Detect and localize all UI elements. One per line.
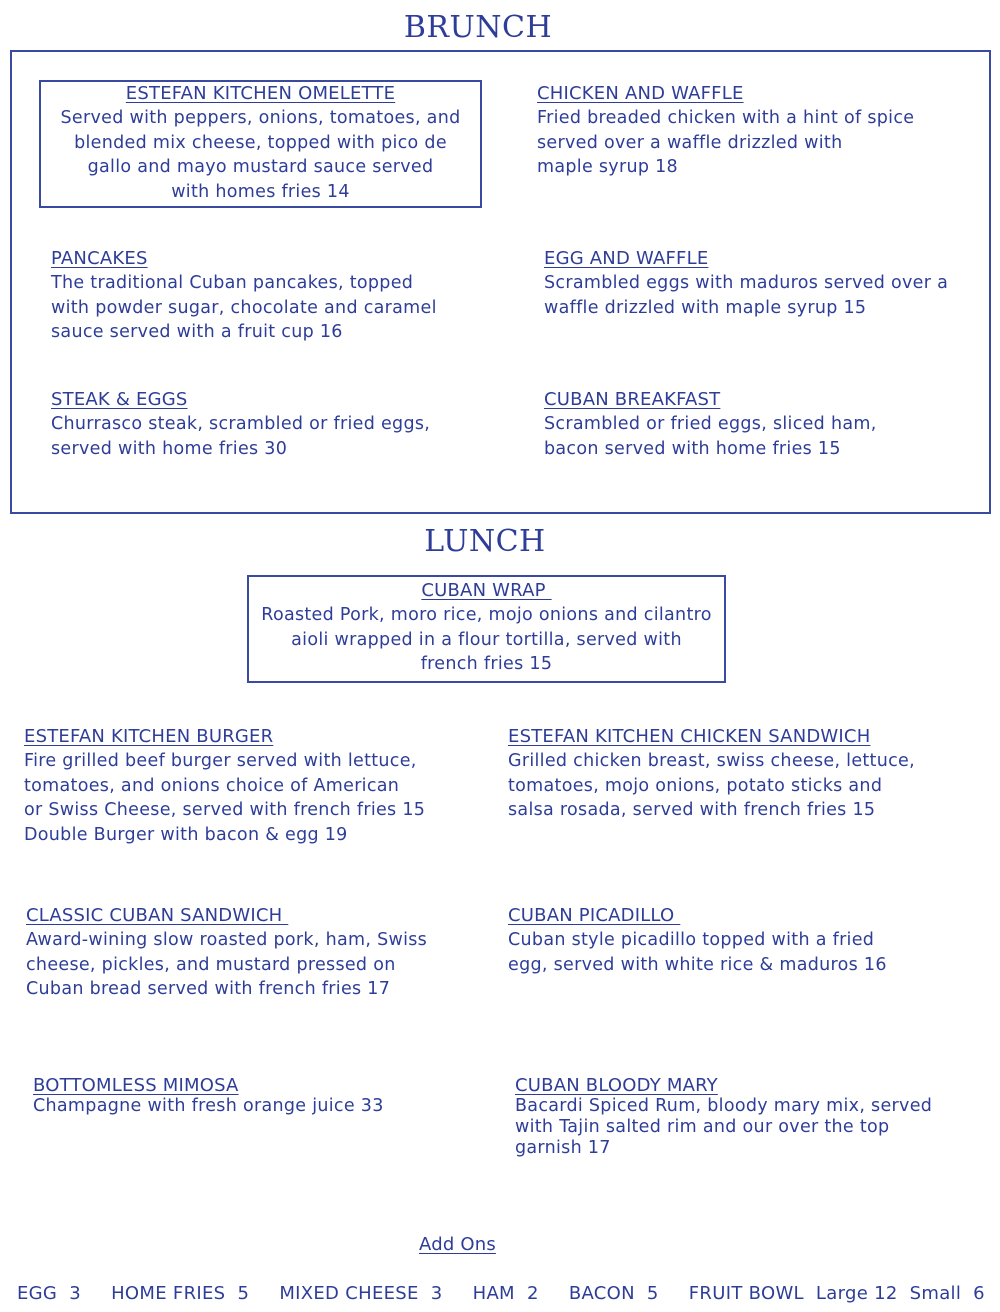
item-description: Scrambled or fried eggs, sliced ham, bacon served with home fries 15 bbox=[544, 414, 877, 459]
item-title: STEAK & EGGS bbox=[51, 389, 188, 410]
menu-item-chicken-sandwich bbox=[508, 725, 978, 823]
brunch-heading: BRUNCH bbox=[403, 10, 553, 45]
addon-bacon: BACON 5 bbox=[568, 1283, 659, 1304]
menu-item-picadillo bbox=[508, 904, 968, 977]
lunch-heading: LUNCH bbox=[424, 524, 546, 559]
menu-item-steak-eggs bbox=[51, 388, 491, 461]
menu-item-mimosa bbox=[33, 1075, 493, 1117]
addon-home-fries: HOME FRIES 5 bbox=[111, 1283, 250, 1304]
item-title: BOTTOMLESS MIMOSA bbox=[33, 1075, 239, 1096]
item-title: CUBAN BREAKFAST bbox=[544, 389, 721, 410]
item-title: EGG AND WAFFLE bbox=[544, 248, 709, 269]
menu-item-bloody-mary bbox=[515, 1075, 985, 1159]
item-description: Bacardi Spiced Rum, bloody mary mix, served with Tajin salted rim and our over the top garnish 17 bbox=[515, 1096, 933, 1158]
item-description: Cuban style picadillo topped with a fried egg, served with white rice & maduros 16 bbox=[508, 930, 887, 975]
menu-item-burger bbox=[24, 725, 484, 847]
item-title: CUBAN WRAP bbox=[421, 580, 552, 601]
addons-list bbox=[17, 1283, 992, 1304]
item-description: Scrambled eggs with maduros served over a waffle drizzled with maple syrup 15 bbox=[544, 273, 949, 318]
item-description: Award-wining slow roasted pork, ham, Swiss cheese, pickles, and mustard pressed on Cuban bread served with french fries 17 bbox=[26, 930, 428, 999]
item-title: PANCAKES bbox=[51, 248, 148, 269]
item-title: CHICKEN AND WAFFLE bbox=[537, 83, 744, 104]
item-title: ESTEFAN KITCHEN BURGER bbox=[24, 726, 274, 747]
menu-item-omelette bbox=[39, 82, 482, 204]
menu-item-chicken-waffle bbox=[537, 82, 977, 180]
item-title: CUBAN PICADILLO bbox=[508, 905, 681, 926]
menu-item-cuban-breakfast bbox=[544, 388, 984, 461]
item-description: Churrasco steak, scrambled or fried eggs, served with home fries 30 bbox=[51, 414, 431, 459]
menu-item-cuban-wrap bbox=[247, 579, 726, 677]
item-description: Fire grilled beef burger served with lettuce, tomatoes, and onions choice of American or Swiss Cheese, served with french fries 15 Double Burger with bacon & egg 19 bbox=[24, 751, 426, 845]
item-title: ESTEFAN KITCHEN OMELETTE bbox=[125, 83, 396, 104]
addon-ham: HAM 2 bbox=[472, 1283, 539, 1304]
menu-item-egg-waffle bbox=[544, 247, 984, 320]
addon-mixed-cheese: MIXED CHEESE 3 bbox=[279, 1283, 443, 1304]
menu-item-pancakes bbox=[51, 247, 491, 345]
addons-heading: Add Ons bbox=[419, 1234, 496, 1255]
item-description: Served with peppers, onions, tomatoes, and blended mix cheese, topped with pico de gallo and mayo mustard sauce served with homes fries 14 bbox=[60, 108, 461, 202]
item-title: CLASSIC CUBAN SANDWICH bbox=[26, 905, 289, 926]
addon-egg: EGG 3 bbox=[17, 1283, 81, 1304]
item-description: Champagne with fresh orange juice 33 bbox=[33, 1096, 384, 1116]
item-title: ESTEFAN KITCHEN CHICKEN SANDWICH bbox=[508, 726, 871, 747]
menu-item-classic-cuban bbox=[26, 904, 486, 1002]
item-description: The traditional Cuban pancakes, topped with powder sugar, chocolate and caramel sauce served with a fruit cup 16 bbox=[51, 273, 437, 342]
item-description: Roasted Pork, moro rice, mojo onions and cilantro aioli wrapped in a flour tortilla, served with french fries 15 bbox=[261, 605, 712, 674]
item-description: Fried breaded chicken with a hint of spice served over a waffle drizzled with maple syrup 18 bbox=[537, 108, 915, 177]
addon-fruit-bowl: FRUIT BOWL Large 12 Small 6 bbox=[688, 1283, 985, 1304]
item-description: Grilled chicken breast, swiss cheese, lettuce, tomatoes, mojo onions, potato sticks and salsa rosada, served with french fries 15 bbox=[508, 751, 915, 820]
item-title: CUBAN BLOODY MARY bbox=[515, 1075, 718, 1096]
